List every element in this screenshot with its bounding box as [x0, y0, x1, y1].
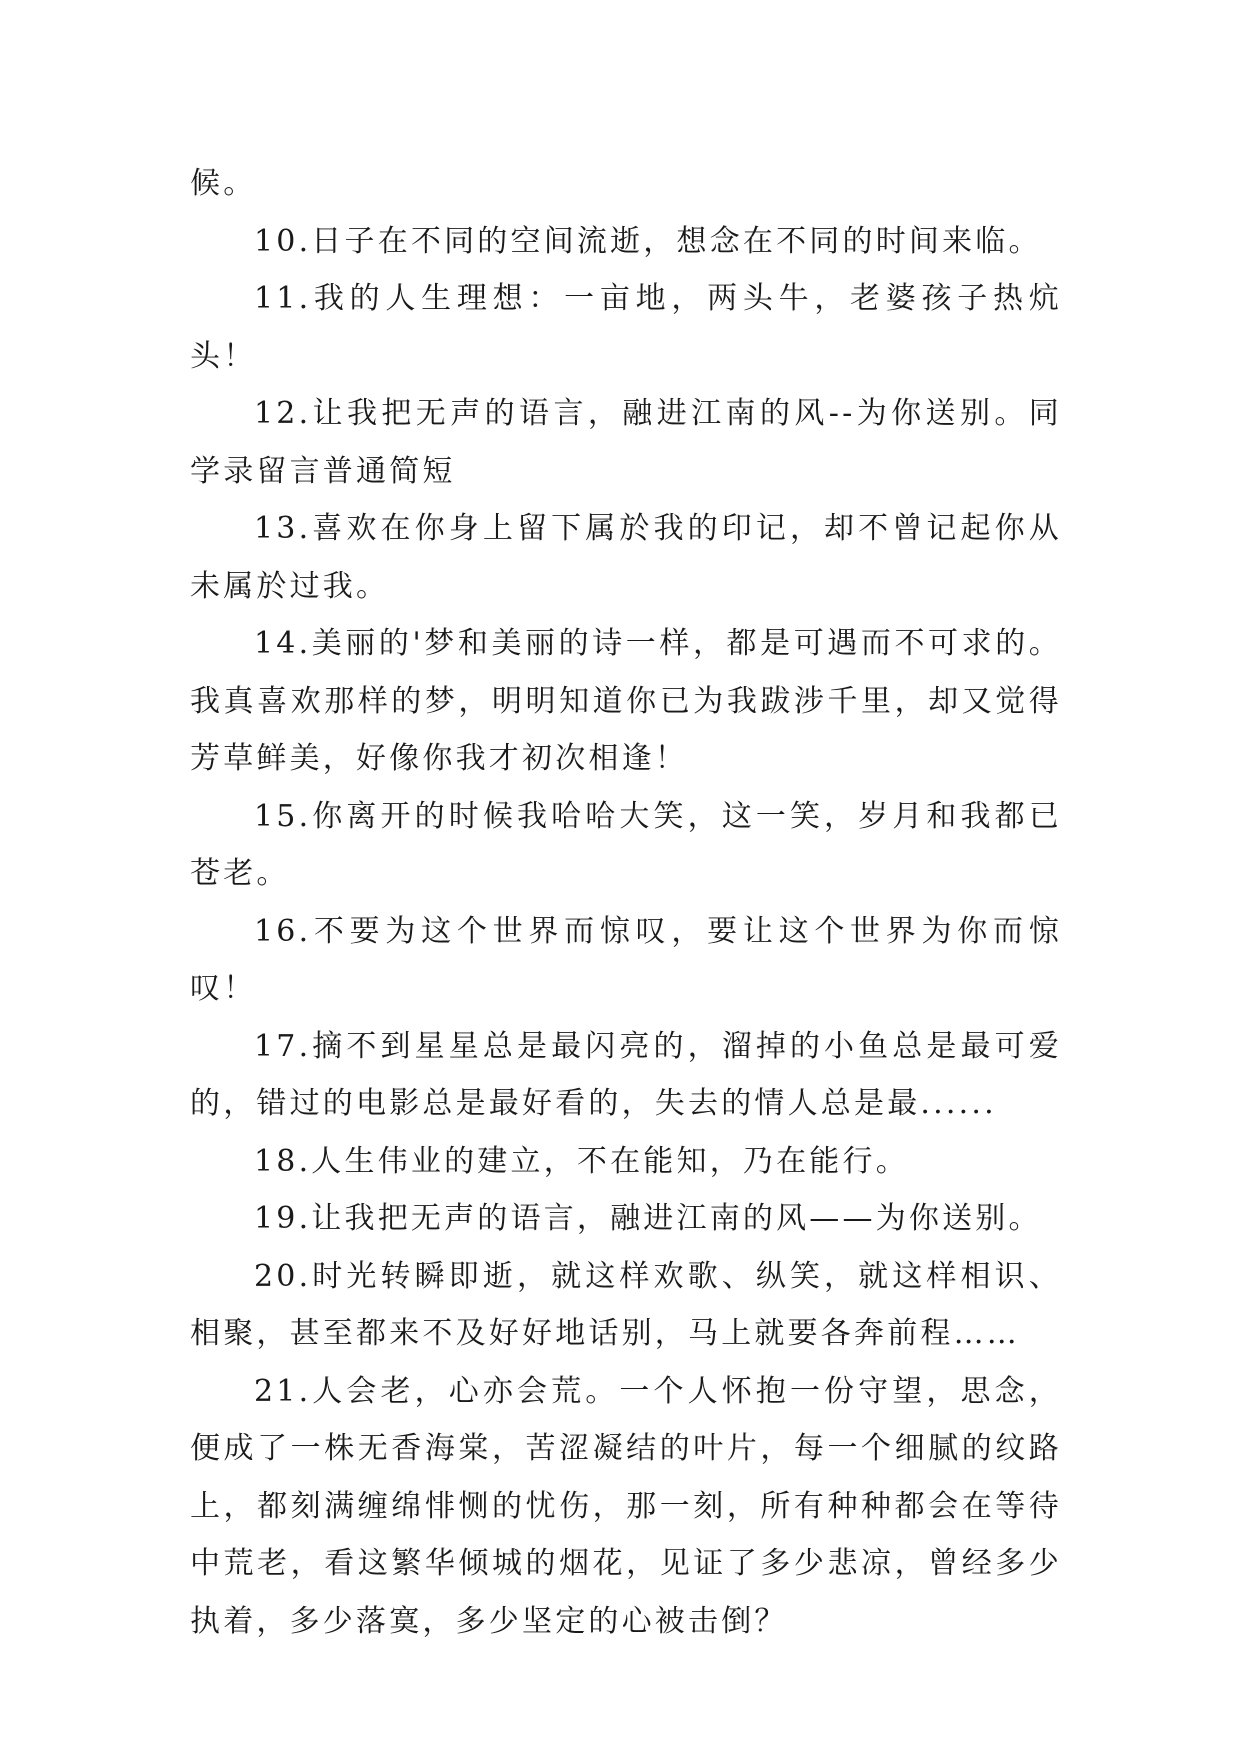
paragraph-11: 11.我的人生理想：一亩地，两头牛，老婆孩子热炕头！: [190, 281, 1062, 374]
paragraph-12: 12.让我把无声的语言，融进江南的风--为你送别。同学录留言普通简短: [190, 396, 1062, 489]
paragraph-17: 17.摘不到星星总是最闪亮的，溜掉的小鱼总是最可爱的，错过的电影总是最好看的，失去的情人总是最......: [190, 1028, 1062, 1121]
paragraph-10: 10.日子在不同的空间流逝，想念在不同的时间来临。: [254, 223, 1042, 259]
paragraph-19: 19.让我把无声的语言，融进江南的风——为你送别。: [254, 1201, 1042, 1236]
paragraph-20: 20.时光转瞬即逝，就这样欢歌、纵笑，就这样相识、相聚，甚至都来不及好好地话别，马上就要各奔前程……: [190, 1258, 1062, 1351]
paragraph-15: 15.你离开的时候我哈哈大笑，这一笑，岁月和我都已苍老。: [190, 798, 1062, 891]
paragraph-13: 13.喜欢在你身上留下属於我的印记，却不曾记起你从未属於过我。: [190, 511, 1062, 604]
paragraph-16: 16.不要为这个世界而惊叹，要让这个世界为你而惊叹！: [190, 913, 1062, 1006]
document-body: [190, 155, 1062, 1650]
paragraph-14: 14.美丽的'梦和美丽的诗一样，都是可遇而不可求的。我真喜欢那样的梦，明明知道你已为我跋涉千里，却又觉得芳草鲜美，好像你我才初次相逢！: [190, 626, 1062, 776]
paragraph-21: 21.人会老，心亦会荒。一个人怀抱一份守望，思念，便成了一株无香海棠，苦涩凝结的叶片，每一个细腻的纹路上，都刻满缠绵悱恻的忧伤，那一刻，所有种种都会在等待中荒老，看这繁华倾城的烟花，见证了多少悲凉，曾经多少执着，多少落寞，多少坚定的心被击倒？: [190, 1373, 1062, 1639]
paragraph-continuation: 候。: [190, 166, 257, 201]
paragraph-18: 18.人生伟业的建立，不在能知，乃在能行。: [254, 1143, 909, 1179]
